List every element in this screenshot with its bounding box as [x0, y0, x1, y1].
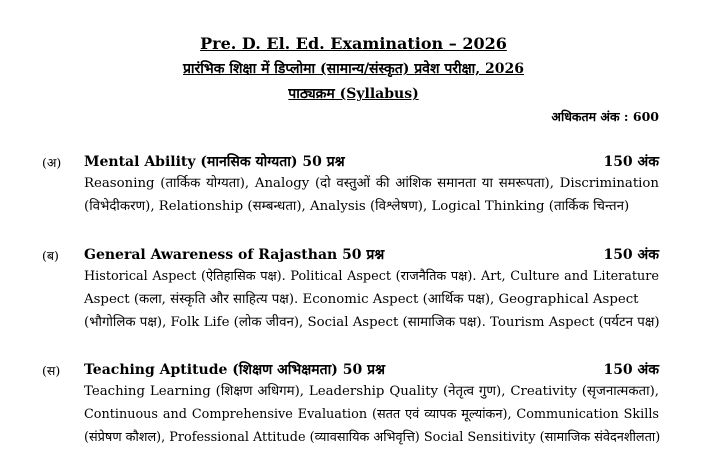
section-text-line: Teaching Learning (शिक्षण अधिगम), Leadership Quality (नेतृत्व गुण), Creativity (सृजनात्मकता),	[84, 384, 659, 399]
max-marks: अधिकतम अंक : 600	[551, 109, 659, 124]
section-text-line: Aspect (कला, संस्कृति और साहित्य पक्ष). Economic Aspect (आर्थिक पक्ष), Geographical Aspect	[84, 292, 639, 307]
section-label: (स)	[42, 363, 61, 378]
section-text-line: (विभेदीकरण), Relationship (सम्बन्धता), Analysis (विश्लेषण), Logical Thinking (तार्किक चिन्तन)	[84, 199, 630, 214]
section-text-line: Reasoning (तार्किक योग्यता), Analogy (दो वस्तुओं की आंशिक समानता या समरूपता), Discrimination	[84, 176, 659, 191]
section-text-line: (संप्रेषण कौशल), Professional Attitude (व्यावसायिक अभिवृत्ति) Social Sensitivity (सामाजिक संवेदनशीलता)	[84, 430, 661, 445]
section-marks: 150 अंक	[603, 154, 659, 170]
section-marks: 150 अंक	[603, 362, 659, 378]
section-label: (ब)	[42, 248, 59, 263]
section-heading: Teaching Aptitude (शिक्षण अभिक्षमता) 50 प्रश्न	[84, 362, 386, 378]
section-text-line: Continuous and Comprehensive Evaluation (सतत एवं व्यापक मूल्यांकन), Communication Skills	[84, 407, 659, 422]
exam-title: Pre. D. El. Ed. Examination – 2026	[200, 34, 507, 53]
section-label: (अ)	[42, 155, 62, 170]
section-marks: 150 अंक	[603, 247, 659, 263]
section-text-line: (भौगोलिक पक्ष), Folk Life (लोक जीवन), Social Aspect (सामाजिक पक्ष). Tourism Aspect (पर्यटन पक्ष)	[84, 315, 660, 330]
section-text-line: Historical Aspect (ऐतिहासिक पक्ष). Political Aspect (राजनैतिक पक्ष). Art, Culture and Literature	[84, 269, 659, 284]
section-heading: General Awareness of Rajasthan 50 प्रश्न	[84, 247, 385, 263]
syllabus-heading: पाठ्यक्रम (Syllabus)	[288, 86, 419, 102]
section-heading: Mental Ability (मानसिक योग्यता) 50 प्रश्न	[84, 154, 345, 170]
exam-subtitle: प्रारंभिक शिक्षा में डिप्लोमा (सामान्य/संस्कृत) प्रवेश परीक्षा, 2026	[182, 61, 525, 77]
